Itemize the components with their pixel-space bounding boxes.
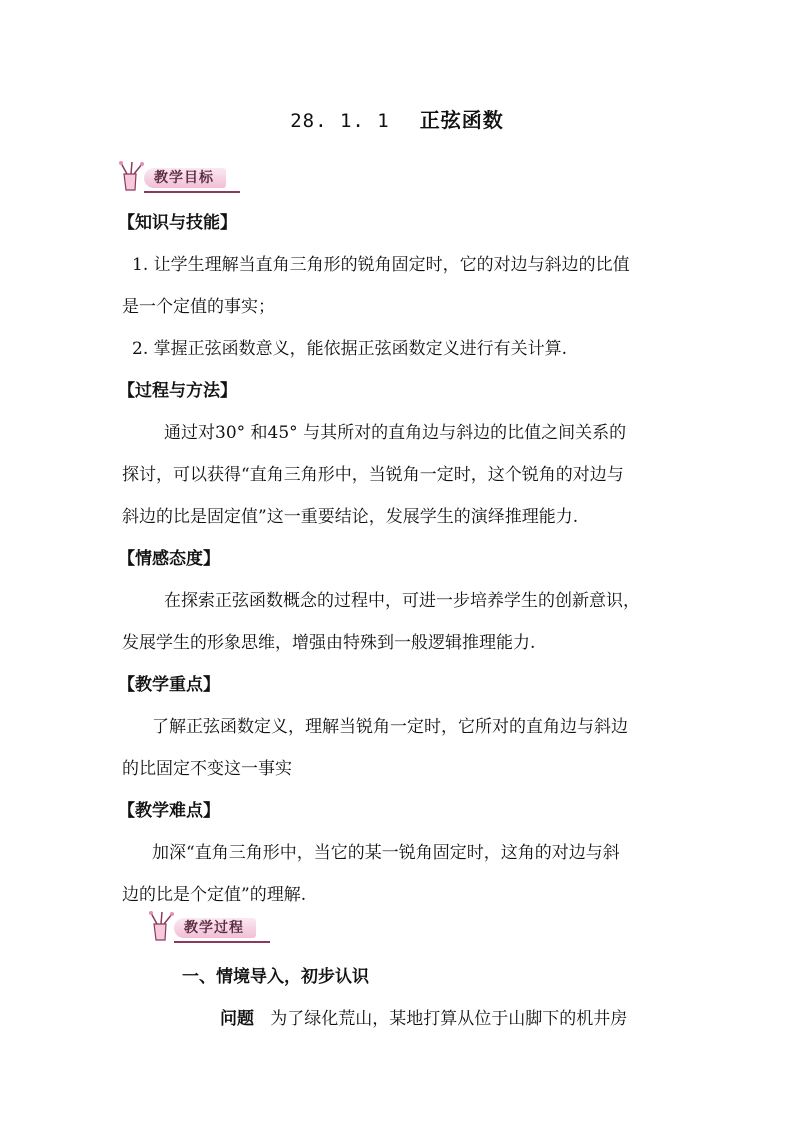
knowledge-item2: 2. 掌握正弦函数意义，能依据正弦函数定义进行有关计算. [132,339,568,359]
pen-holder-icon [118,160,154,192]
knowledge-item1-line1: 1. 让学生理解当直角三角形的锐角固定时，它的对边与斜边的比值 [132,255,630,275]
badge-label: 教学过程 [184,920,244,936]
attitude-line2: 发展学生的形象思维，增强由特殊到一般逻辑推理能力. [122,633,536,653]
badge-underline [174,941,270,943]
step1-heading: 一、情境导入，初步认识 [182,967,369,987]
key-points-heading: 【教学重点】 [118,675,220,695]
lesson-name: 正弦函数 [419,108,504,132]
method-line2: 探讨，可以获得“直角三角形中，当锐角一定时，这个锐角的对边与 [122,465,624,485]
attitude-line1: 在探索正弦函数概念的过程中，可进一步培养学生的创新意识， [164,591,640,611]
method-line1: 通过对30° 和45° 与其所对的直角边与斜边的比值之间关系的 [164,423,627,443]
knowledge-heading: 【知识与技能】 [118,213,237,233]
key-points-line1: 了解正弦函数定义，理解当锐角一定时，它所对的直角边与斜边 [152,717,628,737]
difficulty-heading: 【教学难点】 [118,801,220,821]
question-text: 为了绿化荒山，某地打算从位于山脚下的机井房 [270,1009,628,1029]
lesson-title [0,104,794,133]
knowledge-item1-line2: 是一个定值的事实； [122,297,275,317]
lesson-number: 28. 1. 1 [290,110,390,132]
question-paragraph [220,1004,627,1029]
question-label: 问题 [220,1009,254,1029]
method-line3: 斜边的比是固定值”这一重要结论，发展学生的演绎推理能力. [122,507,579,527]
teaching-goals-badge [118,160,248,194]
pen-holder-icon [148,910,184,942]
key-points-line2: 的比固定不变这一事实 [122,759,292,779]
method-heading: 【过程与方法】 [118,381,237,401]
teaching-process-badge [148,910,278,944]
difficulty-line1: 加深“直角三角形中，当它的某一锐角固定时，这角的对边与斜 [152,843,620,863]
badge-label: 教学目标 [154,170,214,186]
attitude-heading: 【情感态度】 [118,549,220,569]
badge-underline [144,191,240,193]
difficulty-line2: 边的比是个定值”的理解. [122,885,307,905]
